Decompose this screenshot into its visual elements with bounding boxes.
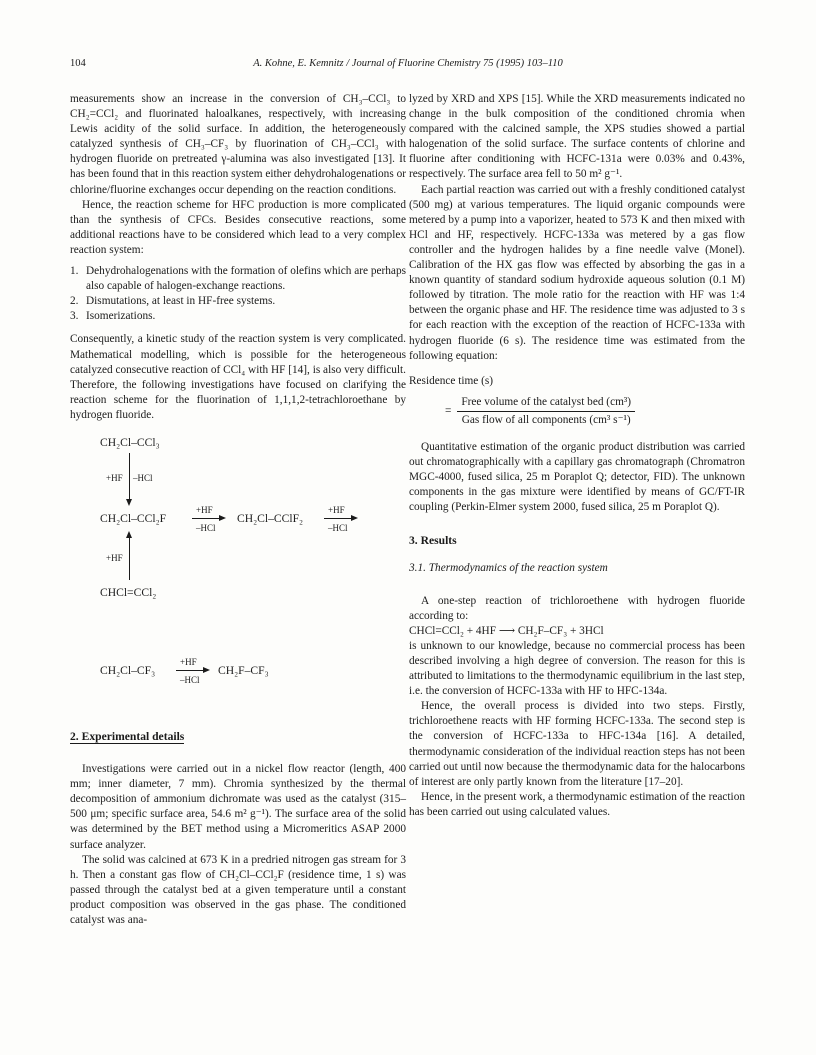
reagent-label: +HF [106,472,123,483]
byproduct-label: –HCl [180,674,200,685]
paragraph: Each partial reaction was carried out with a freshly conditioned catalyst (500 mg) at various temperatures. The liquid organic compounds were metered by a pump into a vaporizer, heated to 573 K and then mixed with HCl and HF, respectively. HCFC-133a was metered by a gas flow controller and the hydrogen halides by a fine needle valve (Monel). Calibration of the HX gas flow was effected by absorbing the gas in a known quantity of standard sodium hydroxide aqueous solution (0.1 M) followed by titration. The mole ratio for the reaction with HF was 1:4 between the organic phase and HF. The residence time was adjusted to 3 s for each reaction with the exception of the reaction of HCFC-133a with hydrogen fluoride (6 s). The residence time was estimated from the following equation: [409,183,745,362]
section-heading: 2. Experimental details [70,729,185,743]
reagent-label: +HF [106,552,123,563]
equation-fraction [445,395,745,428]
scheme-arrowhead [203,667,210,673]
reaction-type-list [70,264,406,324]
equation-label: Residence time (s) [409,374,494,387]
byproduct-label: –HCl [133,472,153,483]
equation-numerator: Free volume of the catalyst bed (cm³) [457,395,635,412]
paragraph: Quantitative estimation of the organic product distribution was carried out chromatographically with a capillary gas chromatograph (Chromatron MGC-4000, fused silica, 25 m Poraplot Q; detector, FID). The unknown components in the gas mixture were identified by means of GC/FT-IR coupling (Perkin-Elmer system 2000, fused silica, 25 m Poraplot Q). [409,440,745,514]
reagent-label: +HF [196,504,213,515]
byproduct-label: –HCl [328,522,348,533]
scheme-arrow-line [176,670,204,671]
paragraph: Hence, in the present work, a thermodynamic estimation of the reaction has been carried out using calculated values. [409,790,745,818]
paragraph: measurements show an increase in the conversion of CH₃–CCl₃ to CH₂=CCl₂ and fluorinated haloalkanes, respectively, with increasing Lewis acidity of the solid surface. In addition, the heterogeneously catalyzed synthesis of CH₃–CF₃ by fluorination of CH₃–CCl₃ with hydrogen fluoride on pretreated γ-alumina was also investigated [13]. It has been found that in this reaction system either dehydrohalogenations or chlorine/fluorine exchanges occur depending on the reaction conditions. [70,93,406,196]
scheme-arrow-line [324,518,352,519]
paragraph: A one-step reaction of trichloroethene with hydrogen fluoride according to: [409,594,745,622]
running-head [0,58,816,74]
scheme-arrowhead [219,515,226,521]
paragraph: Hence, the overall process is divided into two steps. Firstly, trichloroethene reacts with HF forming HCFC-133a. The second step is the conversion of HCFC-133a to HFC-134a [16]. A detailed, thermodynamic consideration of the individual reaction steps has not been carried out until now because the thermodynamic data for the halocarbons of interest are only partly known from the literature [17–20]. [409,700,745,788]
paragraph: is unknown to our knowledge, because no commercial process has been described involving a high degree of conversion. The reason for this is attributed to limitations to the thermodynamic equilibrium in the last step, i.e. the conversion of HCFC-133a with HF to HFC-134a. [409,639,745,698]
reaction-scheme [70,435,406,711]
scheme-arrow-line [192,518,220,519]
residence-time-equation [409,374,745,428]
byproduct-label: –HCl [196,522,216,533]
paragraph: Investigations were carried out in a nickel flow reactor (length, 400 mm; inner diameter, 7 mm). Chromia synthesized by the thermal decomposition of ammonium dichromate was used as the catalyst (315–500 μm; specific surface area, 54.6 m² g⁻¹). The surface area of the solid was determined by the BET method using a Micromeritics ASAP 2000 surface analyzer. [70,763,406,851]
paragraph: Hence, the reaction scheme for HFC production is more complicated than the synthesis of CFCs. Besides consecutive reactions, some additional reactions have to be considered which lead to a very complex reaction system: [70,198,406,256]
scheme-arrow-line [129,536,130,580]
equals-sign: = [445,404,452,417]
scheme-arrowhead [126,499,132,506]
page-number: 104 [70,58,86,69]
compound-label: CH₂Cl–CF₃ [100,663,156,677]
list-item: 1. Dehydrohalogenations with the formation of olefins which are perhaps also capable of halogen-exchange reactions. [70,265,406,293]
journal-citation-line: A. Kohne, E. Kemnitz / Journal of Fluorine Chemistry 75 (1995) 103–110 [253,58,563,69]
scheme-arrow-line [129,453,130,501]
list-item: 2. Dismutations, at least in HF-free systems. [70,295,276,308]
paragraph: The solid was calcined at 673 K in a predried nitrogen gas stream for 3 h. Then a constant gas flow of CH₂Cl–CCl₂F (residence time, 1 s) was passed through the catalyst bed at a given temperature until a constant product composition was observed in the gas phase. The conditioned catalyst was ana- [70,853,406,926]
section-heading: 3. Results [409,534,457,548]
compound-label: CH₂Cl–CClF₂ [237,511,304,525]
overall-reaction-equation: CHCl=CCl₂ + 4HF ⟶ CH₂F–CF₃ + 3HCl [409,624,604,637]
left-column [70,92,406,928]
compound-label: CH₂F–CF₃ [218,663,269,677]
paragraph: lyzed by XRD and XPS [15]. While the XRD measurements indicated no change in the bulk composition of the conditioned chromia when compared with the calcined sample, the XPS studies showed a partial halogenation of the solid surface. The surface contents of chlorine and fluorine after conditioning with HCFC-131a were 0.03% and 0.43%, respectively. The surface area fell to 50 m² g⁻¹. [409,93,745,181]
subsection-heading: 3.1. Thermodynamics of the reaction system [409,561,608,574]
compound-label: CH₂Cl–CCl₃ [100,435,160,449]
equation-denominator: Gas flow of all components (cm³ s⁻¹) [461,413,631,426]
paragraph: Consequently, a kinetic study of the reaction system is very complicated. Mathematical modelling, which is possible for the heterogeneous catalyzed consecutive reaction of CCl₄ with HF [14], is also very difficult. Therefore, the following investigations have focused on clarifying the reaction scheme for the fluorination of 1,1,1,2-tetrachloroethane by hydrogen fluoride. [70,333,406,421]
scheme-arrowhead [126,531,132,538]
list-item: 3. Isomerizations. [70,310,156,323]
scheme-arrowhead [351,515,358,521]
reagent-label: +HF [180,656,197,667]
right-column [409,92,745,820]
reagent-label: +HF [328,504,345,515]
compound-label: CHCl=CCl₂ [100,585,157,599]
compound-label: CH₂Cl–CCl₂F [100,511,167,525]
